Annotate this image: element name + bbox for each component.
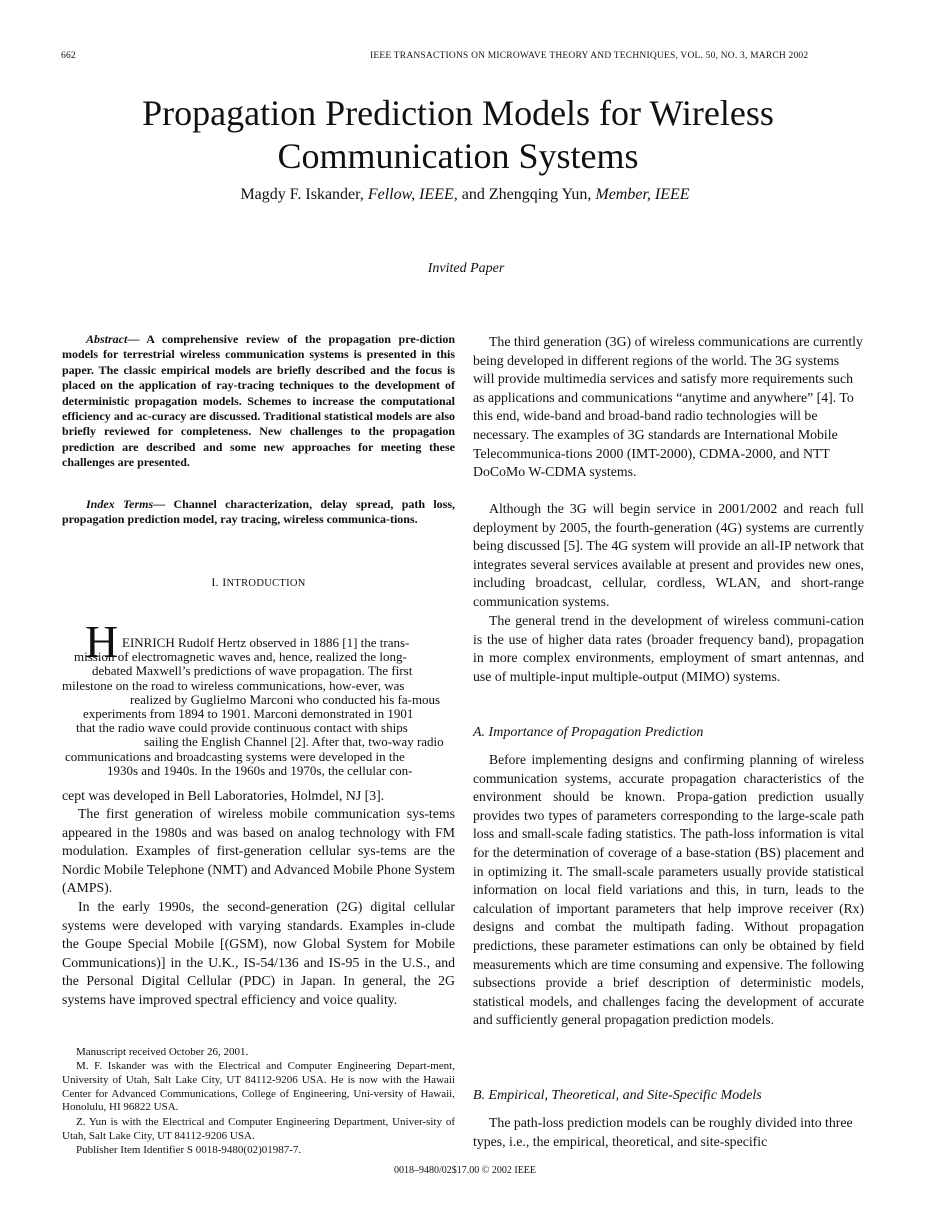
title-line-2: Communication Systems: [277, 136, 639, 176]
index-terms-label: Index Terms: [86, 497, 154, 511]
intro-line-5: realized by Guglielmo Marconi who conducted his fa-mous: [130, 691, 441, 707]
paragraph-fourth-generation: Although the 3G will begin service in 2001/2002 and reach full deployment by 2005, the fourth-generation (4G) systems are currently being discussed [5]. The 4G system will provide an all-IP network that integrates several services available at present and provides new ones, including broadcast, cellular, cordless, WLAN, and short-range communication systems.: [473, 501, 864, 609]
intro-line-3: debated Maxwell’s predictions of wave propagation. The first: [92, 663, 413, 679]
running-header: IEEE TRANSACTIONS ON MICROWAVE THEORY AND TECHNIQUES, VOL. 50, NO. 3, MARCH 2002: [370, 51, 809, 61]
author-2-grade: Member, IEEE: [595, 186, 690, 203]
intro-line-7: that the radio wave could provide continuous contact with ships: [76, 720, 408, 736]
copyright-footer: 0018–9480/02$17.00 © 2002 IEEE: [393, 1165, 537, 1176]
paragraph-propagation-prediction: Before implementing designs and confirming planning of wireless communication systems, accurate propagation characteristics of the environment should be known. Propa-gation prediction usually provides two types of parameters corresponding to the large-scale path loss and small-scale fading statistics. The path-loss information is vital for the determination of coverage of a base-station (BS) placement and in optimizing it. The small-scale parameters usually provide statistical information on local field variations and this, in turn, leads to the calculation of important parameters that help improve receiver (Rx) designs and combat the multipath fading. Without propagation predictions, these parameter estimations can only be obtained by field measurements which are time consuming and expensive. The following subsections provide a brief description of deterministic models, statistical models, and challenges facing the development of accurate and sufficiently general propagation prediction models.: [473, 752, 864, 1028]
section-heading-introduction: [62, 575, 455, 590]
subsection-heading-b: B. Empirical, Theoretical, and Site-Specific Models: [473, 1088, 762, 1103]
footnote-received: Manuscript received October 26, 2001.: [76, 1046, 249, 1058]
intro-paragraph-second-generation: In the early 1990s, the second-generation (2G) digital cellular systems were developed with varying standards. Examples in-clude the Goupe Special Mobile [(GSM), now Global System for Mobile Communications)] in the U.K., IS-54/136 and IS-95 in the U.S., and the Personal Digital Cellular (PDC) in Japan. In general, the 2G systems have improved spectral efficiency and voice quality.: [62, 899, 455, 1007]
title-line-1: Propagation Prediction Models for Wireless: [142, 93, 774, 133]
paragraph-path-loss-models: The path-loss prediction models can be roughly divided into three types, i.e., the empirical, theoretical, and site-specific: [473, 1115, 853, 1149]
drop-cap: H: [85, 616, 119, 667]
intro-line-6: experiments from 1894 to 1901. Marconi demonstrated in 1901: [83, 706, 414, 722]
intro-line-4: milestone on the road to wireless communications, how-ever, was: [62, 677, 405, 693]
footnote-iskander: M. F. Iskander was with the Electrical and Computer Engineering Depart-ment, University of Utah, Salt Lake City, UT 84112-9206 USA. He is now with the Hawaii Center for Advanced Communications, College of Engineering, Uni-versity of Hawaii, Honolulu, HI 96822 USA.: [62, 1060, 455, 1114]
index-terms-dash: —: [153, 497, 174, 511]
subsection-heading-a: A. Importance of Propagation Prediction: [473, 725, 704, 740]
intro-paragraph-1: [62, 636, 455, 778]
footnote-publisher-id: Publisher Item Identifier S 0018-9480(02)01987-7.: [76, 1144, 302, 1156]
author-1-grade: Fellow, IEEE,: [367, 186, 458, 203]
section-title-cap: I: [222, 575, 227, 589]
footnote-yun: Z. Yun is with the Electrical and Computer Engineering Department, Univer-sity of Utah, Salt Lake City, UT 84112-9206 USA.: [62, 1116, 455, 1142]
intro-line-10: 1930s and 1940s. In the 1960s and 1970s, the cellular con-: [107, 762, 413, 778]
abstract-text: A comprehensive review of the propagation pre-diction models for terrestrial wireless communication systems is presented in this paper. The classic empirical models are briefly described and the focus is placed on the application of ray-tracing techniques to the development of deterministic propagation models. Schemes to increase the computational efficiency and ac-curacy are discussed. Traditional statistical models are also briefly reviewed for completeness. New challenges to the propagation prediction are described and some new approaches for meeting these challenges are presented.: [62, 332, 455, 470]
intro-cept-line: cept was developed in Bell Laboratories, Holmdel, NJ [3].: [62, 788, 385, 803]
page-number: 662: [61, 51, 76, 61]
paper-title: [0, 92, 916, 178]
intro-line-2: mission of electromagnetic waves and, hence, realized the long-: [74, 649, 407, 665]
author-1: Magdy F. Iskander,: [240, 186, 364, 203]
index-terms-text: Channel characterization, delay spread, path loss, propagation prediction model, ray tracing, wireless communica-tions.: [62, 497, 455, 527]
invited-paper-label: Invited Paper: [427, 261, 505, 276]
author-line: [0, 186, 930, 204]
abstract-dash: —: [127, 332, 147, 346]
intro-paragraph-first-generation: The first generation of wireless mobile communication sys-tems appeared in the 1980s and was based on analog technology with FM modulation. Examples of first-generation cellular sys-tems are the Nordic Mobile Telephone (NMT) and Advanced Mobile Phone System (AMPS).: [62, 806, 455, 896]
paragraph-third-generation: The third generation (3G) of wireless communications are currently being developed in different regions of the world. The 3G systems will provide multimedia services and satisfy more requirements such as applications and communications “anytime and anywhere” [4]. To this end, wide-band and broad-band radio technologies will be necessary. The examples of 3G standards are International Mobile Telecommunica-tions 2000 (IMT-2000), CDMA-2000, and NTT DoCoMo W-CDMA systems.: [473, 334, 863, 480]
author-2: and Zhengqing Yun: [461, 186, 588, 203]
intro-line-9: communications and broadcasting systems were developed in the: [65, 748, 405, 764]
author-2-separator: ,: [587, 186, 592, 203]
abstract-label: Abstract: [86, 332, 128, 346]
section-title-rest: NTRODUCTION: [226, 578, 306, 589]
paragraph-general-trend: The general trend in the development of wireless communi-cation is the use of higher data rates (broader frequency band), propagation in more complex environments, employment of smart antennas, and use of multiple-input multiple-output (MIMO) systems.: [473, 613, 864, 684]
section-number: I.: [211, 575, 219, 589]
intro-line-1: EINRICH Rudolf Hertz observed in 1886 [1] the trans-: [122, 635, 410, 650]
abstract: [62, 332, 455, 471]
intro-line-8: sailing the English Channel [2]. After that, two-way radio: [144, 734, 444, 750]
index-terms: [62, 497, 455, 528]
